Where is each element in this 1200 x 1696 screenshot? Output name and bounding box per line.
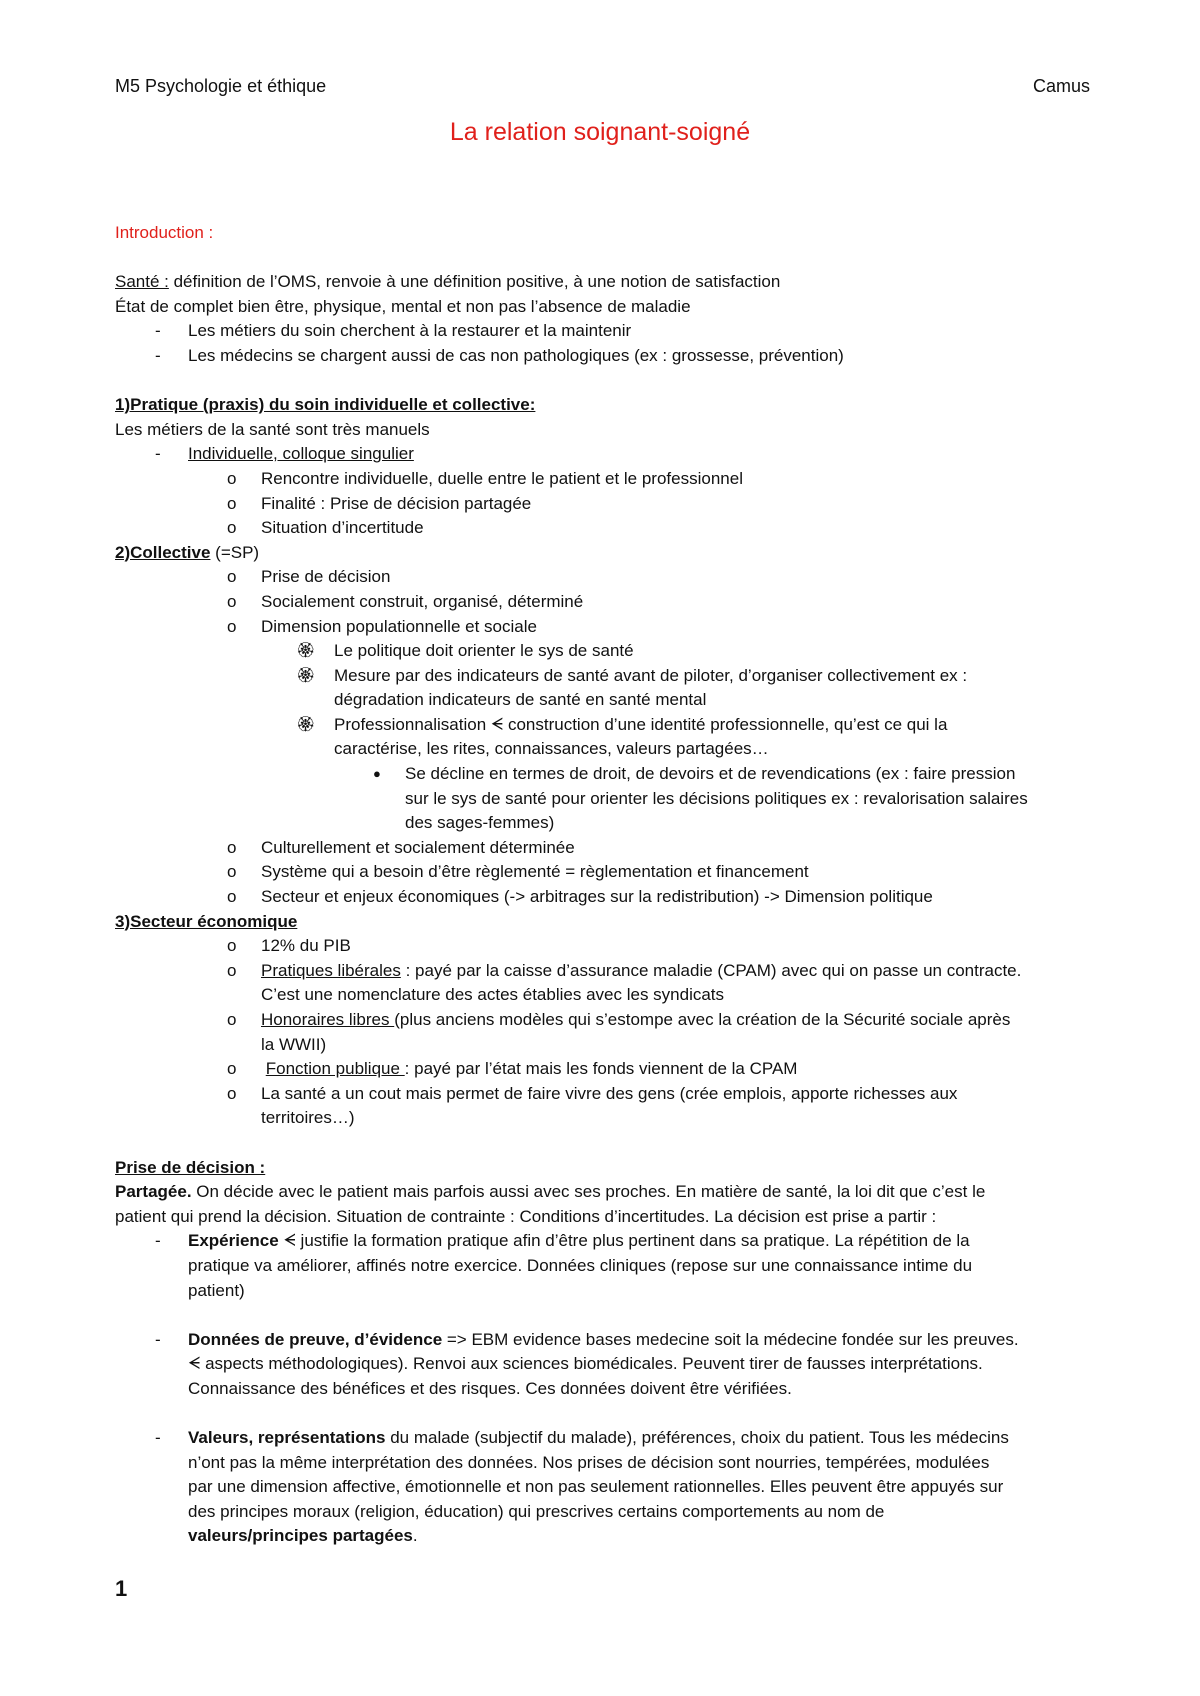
list-item: - Données de preuve, d’évidence => EBM evidence bases medecine soit la médecine fondée sur les preuves. xyxy=(155,1329,1019,1349)
list-item: 🏵 Mesure par des indicateurs de santé avant de piloter, d’organiser collectivement ex : xyxy=(115,664,1095,689)
globe-bullet-icon: 🏵 xyxy=(296,642,316,660)
list-item: o Fonction publique : payé par l’état mais les fonds viennent de la CPAM xyxy=(227,1059,798,1079)
list-item: 🏵 Le politique doit orienter le sys de santé xyxy=(115,639,1095,664)
globe-bullet-icon: 🏵 xyxy=(296,666,316,684)
list-item: o Système qui a besoin d’être règlementé = règlementation et financement xyxy=(227,862,809,882)
list-item-continuation: Connaissance des bénéfices et des risques. Ces données doivent être vérifiées. xyxy=(188,1378,792,1398)
arrow-icon: ᗕ xyxy=(188,1354,201,1374)
list-item-continuation: ᗕ aspects méthodologiques). Renvoi aux sciences biomédicales. Peuvent tirer de fausses interprétations. xyxy=(188,1354,983,1374)
list-item: o Pratiques libérales : payé par la caisse d’assurance maladie (CPAM) avec qui on passe un contracte. xyxy=(227,960,1022,980)
list-item: - Individuelle, colloque singulier xyxy=(155,444,414,464)
list-item-continuation: territoires…) xyxy=(261,1108,355,1128)
paragraph-line: patient qui prend la décision. Situation de contrainte : Conditions d’incertitudes. La décision est prise a partir : xyxy=(115,1206,937,1226)
section-2-heading: 2)Collective (=SP) xyxy=(115,542,260,562)
section-1-line: Les métiers de la santé sont très manuels xyxy=(115,419,430,439)
list-item: 🏵 Professionnalisation ᗕ construction d’une identité professionnelle, qu’est ce qui la xyxy=(115,713,1095,738)
document-body xyxy=(115,221,1095,1549)
list-item-continuation: patient) xyxy=(188,1280,245,1300)
list-item: o Finalité : Prise de décision partagée xyxy=(227,493,532,513)
list-item: o Rencontre individuelle, duelle entre le patient et le professionnel xyxy=(227,468,743,488)
list-item: o Dimension populationnelle et sociale xyxy=(227,616,537,636)
list-item-continuation: des principes moraux (religion, éducation) qui prescrives certains comportements au nom de xyxy=(188,1501,885,1521)
list-item-continuation: pratique va améliorer, affinés notre exercice. Données cliniques (repose sur une connaissance intime du xyxy=(188,1255,973,1275)
list-item: - Valeurs, représentations du malade (subjectif du malade), préférences, choix du patient. Tous les médecins xyxy=(155,1428,1009,1448)
list-item-continuation: par une dimension affective, émotionnelle et non pas seulement rationnelles. Elles peuvent être appuyés sur xyxy=(188,1477,1004,1497)
list-item: - Les métiers du soin cherchent à la restaurer et la maintenir xyxy=(155,321,632,341)
globe-bullet-icon: 🏵 xyxy=(296,715,316,733)
intro-heading: Introduction : xyxy=(115,223,214,242)
section-3-heading: 3)Secteur économique xyxy=(115,911,298,931)
list-item: o Secteur et enjeux économiques (-> arbitrages sur la redistribution) -> Dimension politique xyxy=(227,887,933,907)
list-item-continuation: caractérise, les rites, connaissances, valeurs partagées… xyxy=(334,739,769,759)
section-1-heading: 1)Pratique (praxis) du soin individuelle et collective: xyxy=(115,395,536,415)
header-author: Camus xyxy=(1032,76,1090,96)
list-item-continuation: la WWII) xyxy=(261,1034,327,1054)
arrow-icon: ᗕ xyxy=(490,714,504,734)
decision-heading: Prise de décision : xyxy=(115,1157,266,1177)
page-number: 1 xyxy=(115,1576,128,1601)
document-title: La relation soignant-soigné xyxy=(449,118,751,146)
sante-line-2: État de complet bien être, physique, mental et non pas l’absence de maladie xyxy=(115,296,691,316)
list-item-continuation: des sages-femmes) xyxy=(405,813,555,833)
list-item: o Honoraires libres (plus anciens modèles qui s’estompe avec la création de la Sécurité sociale après xyxy=(227,1010,1011,1029)
list-item: - Expérience ᗕ justifie la formation pratique afin d’être plus pertinent dans sa pratique. La répétition de la xyxy=(155,1231,970,1251)
list-item: o Culturellement et socialement déterminée xyxy=(227,837,575,857)
list-item: ● Se décline en termes de droit, de devoirs et de revendications (ex : faire pression xyxy=(115,762,1095,787)
arrow-icon: ᗕ xyxy=(283,1231,296,1251)
paragraph-line: Partagée. On décide avec le patient mais parfois aussi avec ses proches. En matière de santé, la loi dit que c’est le xyxy=(115,1182,986,1202)
list-item: o Socialement construit, organisé, déterminé xyxy=(227,591,584,611)
list-item: o 12% du PIB xyxy=(227,936,351,956)
list-item-continuation: n’ont pas la même interprétation des données. Nos prises de décision sont nourries, tempérées, modulées xyxy=(188,1452,990,1472)
list-item-continuation: C’est une nomenclature des actes établies avec les syndicats xyxy=(261,985,725,1005)
header-course: M5 Psychologie et éthique xyxy=(115,76,327,96)
list-item: - Les médecins se chargent aussi de cas non pathologiques (ex : grossesse, prévention) xyxy=(155,345,844,365)
list-item: o Prise de décision xyxy=(227,567,391,587)
bullet-icon: ● xyxy=(373,766,381,782)
sante-line: Santé : définition de l’OMS, renvoie à une définition positive, à une notion de satisfaction xyxy=(115,272,781,292)
list-item: o Situation d’incertitude xyxy=(227,518,424,538)
list-item-continuation: sur le sys de santé pour orienter les décisions politiques ex : revalorisation salaires xyxy=(405,788,1028,808)
list-item-continuation: valeurs/principes partagées. xyxy=(188,1526,418,1546)
list-item: o La santé a un cout mais permet de faire vivre des gens (crée emplois, apporte richesses aux xyxy=(227,1083,958,1103)
list-item-continuation: dégradation indicateurs de santé en santé mental xyxy=(334,690,707,710)
